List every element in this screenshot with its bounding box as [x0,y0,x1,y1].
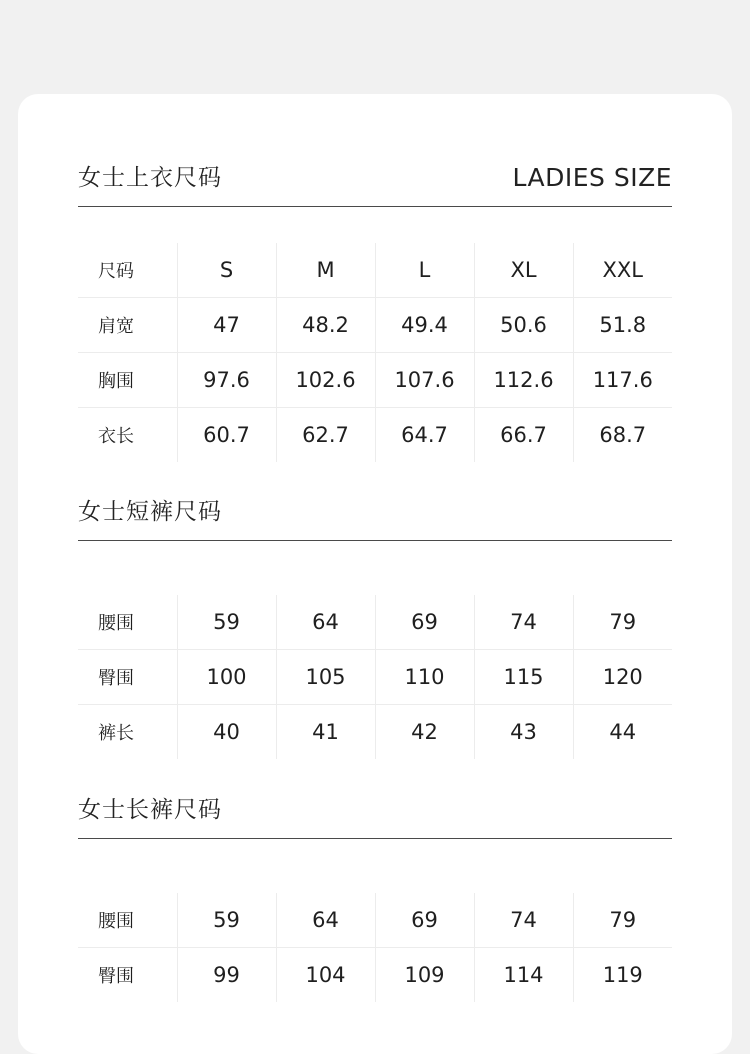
trousers-title: 女士长裤尺码 [78,797,222,823]
table-cell: 41 [276,705,375,760]
row-label: 衣长 [98,426,134,447]
table-row [78,650,672,705]
header-cell: XL [474,243,573,298]
table-cell: 115 [474,650,573,705]
table-cell: 74 [474,893,573,948]
row-label: 臀围 [98,966,134,987]
table-cell: 102.6 [276,353,375,408]
table-cell: 69 [375,595,474,650]
table-cell: 51.8 [573,298,672,353]
header-cell: S [177,243,276,298]
row-label: 腰围 [78,893,177,948]
table-cell: 79 [573,595,672,650]
table-cell: 117.6 [573,353,672,408]
table-cell: 64.7 [375,408,474,463]
table-cell: 110 [375,650,474,705]
table-row [78,948,672,1003]
header-cell: XXL [573,243,672,298]
row-label: 腰围 [78,595,177,650]
table-cell: 68.7 [573,408,672,463]
table-cell: 99 [177,948,276,1003]
table-cell: 119 [573,948,672,1003]
table-cell: 64 [276,595,375,650]
table-cell: 59 [177,893,276,948]
size-chart-card [18,94,732,1054]
table-cell: 66.7 [474,408,573,463]
tops-section [78,94,672,462]
table-cell: 49.4 [375,298,474,353]
table-cell: 64 [276,893,375,948]
trousers-size-table [78,893,672,1002]
header-cell: 尺码 [78,243,177,298]
table-cell: 104 [276,948,375,1003]
table-cell: 107.6 [375,353,474,408]
table-cell: 105 [276,650,375,705]
table-cell: 62.7 [276,408,375,463]
table-cell: 74 [474,595,573,650]
table-cell: 100 [177,650,276,705]
table-cell: 40 [177,705,276,760]
table-cell: 44 [573,705,672,760]
table-cell: 59 [177,595,276,650]
table-cell: 69 [375,893,474,948]
table-row [78,893,672,948]
table-cell: 97.6 [177,353,276,408]
row-label: 肩宽 [78,298,177,353]
table-cell: 79 [573,893,672,948]
table-row [78,298,672,353]
shorts-header [78,428,672,541]
row-label: 胸围 [78,353,177,408]
tops-title-en: LADIES SIZE [512,163,672,192]
tops-title: 女士上衣尺码 [78,165,222,191]
header-cell: M [276,243,375,298]
table-row [78,595,672,650]
table-cell: 42 [375,705,474,760]
trousers-section [78,726,672,1002]
table-cell: 48.2 [276,298,375,353]
table-cell: 43 [474,705,573,760]
table-cell: 60.7 [177,408,276,463]
table-cell: 114 [474,948,573,1003]
table-cell: 109 [375,948,474,1003]
trousers-header [78,726,672,839]
shorts-title: 女士短裤尺码 [78,499,222,525]
table-cell: 47 [177,298,276,353]
table-cell: 112.6 [474,353,573,408]
row-label: 裤长 [98,723,134,744]
table-header-row [78,243,672,298]
header-cell: L [375,243,474,298]
table-cell: 50.6 [474,298,573,353]
row-label: 臀围 [78,650,177,705]
shorts-section [78,428,672,759]
table-cell: 120 [573,650,672,705]
tops-header [78,94,672,207]
table-row [78,353,672,408]
